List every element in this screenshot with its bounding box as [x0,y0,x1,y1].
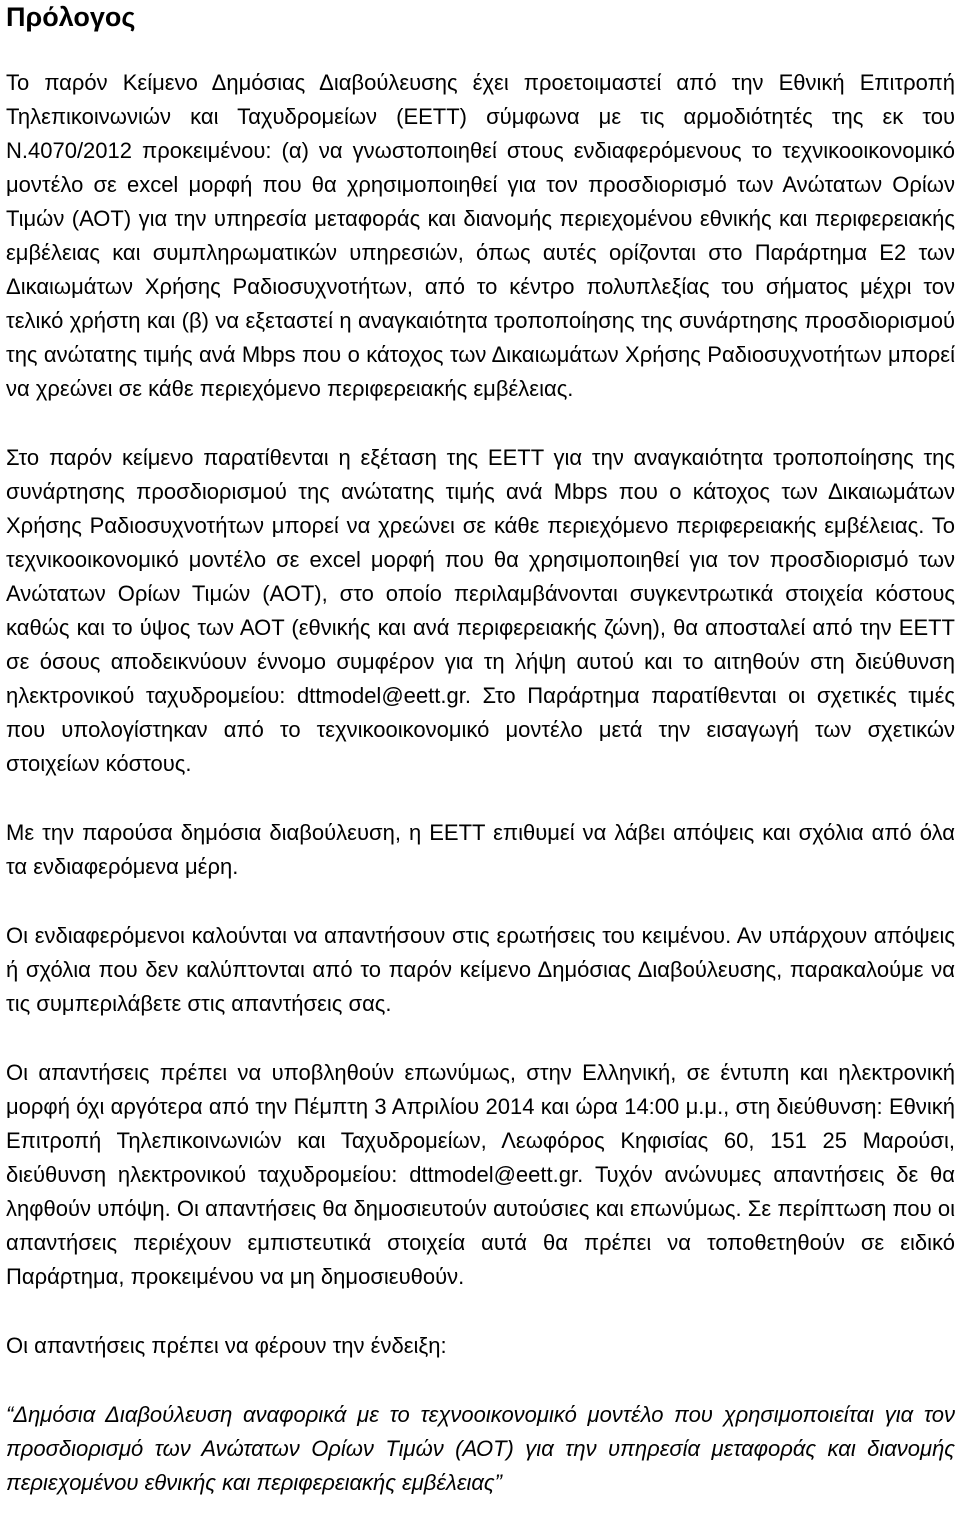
document-page [6,0,955,1500]
page-title: Πρόλογος [6,2,136,32]
email-link[interactable]: dttmodel@eett.gr [409,1162,578,1187]
required-subject-quote [6,1398,955,1500]
paragraph-indication: Οι απαντήσεις πρέπει να φέρουν την ένδειξη: [6,1333,447,1358]
spacer [6,406,955,441]
spacer [6,1021,955,1056]
paragraph-text: . Τυχόν ανώνυμες απαντήσεις δε θα ληφθούν υπόψη. Οι απαντήσεις θα δημοσιευτούν αυτούσιες και επωνύμως. Σε περίπτωση που οι απαντήσεις περιέχουν εμπιστευτικά στοιχεία αυτά θα πρέπει να τοποθετηθούν σε ειδικό Παράρτημα, προκειμένου να μη δημοσιευθούν. [6,1162,955,1289]
close-quote-mark: ” [494,1470,502,1495]
spacer [6,884,955,919]
paragraph-purpose: Το παρόν Κείμενο Δημόσιας Διαβούλευσης έχει προετοιμαστεί από την Εθνική Επιτροπή Τηλεπικοινωνιών και Ταχυδρομείων (ΕΕΤΤ) σύμφωνα με τις αρμοδιότητές της εκ του Ν.4070/2012 προκειμένου: (α) να γνωστοποιηθεί στους ενδιαφερόμενους το τεχνικοοικονομικό μοντέλο σε excel μορφή που θα χρησιμοποιηθεί για τον προσδιορισμό των Ανώτατων Ορίων Τιμών (ΑΟΤ) για την υπηρεσία μεταφοράς και διανομής περιεχομένου εθνικής και περιφερειακής εμβέλειας και συμπληρωματικών υπηρεσιών, όπως αυτές ορίζονται στο Παράρτημα Ε2 των Δικαιωμάτων Χρήσης Ραδιοσυχνοτήτων, από το κέντρο πολυπλεξίας του σήματος μέχρι τον τελικό χρήστη και (β) να εξεταστεί η αναγκαιότητα τροποποίησης της συνάρτησης προσδιορισμού της ανώτατης τιμής ανά Mbps που ο κάτοχος των Δικαιωμάτων Χρήσης Ραδιοσυχνοτήτων μπορεί να χρεώνει σε κάθε περιεχόμενο περιφερειακής εμβέλειας. [6,70,955,401]
paragraph-text: Στο παρόν κείμενο παρατίθενται η εξέταση της ΕΕΤΤ για την αναγκαιότητα τροποποίησης της συνάρτησης προσδιορισμού της ανώτατης τιμής ανά Mbps που ο κάτοχος των Δικαιωμάτων Χρήσης Ραδιοσυχνοτήτων μπορεί να χρεώνει σε κάθε περιεχόμενο περιφερειακής εμβέλειας. Το τεχνικοοικονομικό μοντέλο σε excel μορφή που θα χρησιμοποιηθεί για τον προσδιορισμό των Ανώτατων Ορίων Τιμών (ΑΟΤ), στο οποίο περιλαμβάνονται συγκεντρωτικά στοιχεία κόστους καθώς και το ύψος των ΑΟΤ (εθνικής και ανά περιφερειακής ζώνη), θα αποσταλεί από την ΕΕΤΤ σε όσους αποδεικνύουν έννομο συμφέρον για τη λήψη αυτού και το αιτηθούν στη διεύθυνση ηλεκτρονικού ταχυδρομείου: [6,445,955,708]
paragraph-content-description [6,441,955,781]
spacer [6,1363,955,1398]
email-link[interactable]: dttmodel@eett.gr [296,683,465,708]
paragraph-submission [6,1056,955,1294]
spacer [6,34,955,66]
open-quote-mark: “ [6,1402,14,1427]
paragraph-text: Οι απαντήσεις πρέπει να υποβληθούν επωνύμως, στην Ελληνική, σε έντυπη και ηλεκτρονική μορφή όχι αργότερα από την Πέμπτη 3 Απριλίου 2014 και ώρα 14:00 μ.μ., στη διεύθυνση: Εθνική Επιτροπή Τηλεπικοινωνιών και Ταχυδρομείων, Λεωφόρος Κηφισίας 60, 151 25 Μαρούσι, διεύθυνση ηλεκτρονικού ταχυδρομείου: [6,1060,955,1187]
quote-text: Δημόσια Διαβούλευση αναφορικά με το τεχνοοικονομικό μοντέλο που χρησιμοποιείται για τον προσδιορισμό των Ανώτατων Ορίων Τιμών (ΑΟΤ) για την υπηρεσία μεταφοράς και διανομής περιεχομένου εθνικής και περιφερειακής εμβέλειας [6,1402,955,1495]
paragraph-consultation-aim: Με την παρούσα δημόσια διαβούλευση, η ΕΕΤΤ επιθυμεί να λάβει απόψεις και σχόλια από όλα τα ενδιαφερόμενα μέρη. [6,820,955,879]
spacer [6,781,955,816]
spacer [6,1294,955,1329]
paragraph-questions: Οι ενδιαφερόμενοι καλούνται να απαντήσουν στις ερωτήσεις του κειμένου. Αν υπάρχουν απόψεις ή σχόλια που δεν καλύπτονται από το παρόν κείμενο Δημόσιας Διαβούλευσης, παρακαλούμε να τις συμπεριλάβετε στις απαντήσεις σας. [6,923,955,1016]
paragraph-text: . Στο Παράρτημα παρατίθενται οι σχετικές τιμές που υπολογίστηκαν από το τεχνικοοικονομικό μοντέλο μετά την εισαγωγή των σχετικών στοιχείων κόστους. [6,683,955,776]
